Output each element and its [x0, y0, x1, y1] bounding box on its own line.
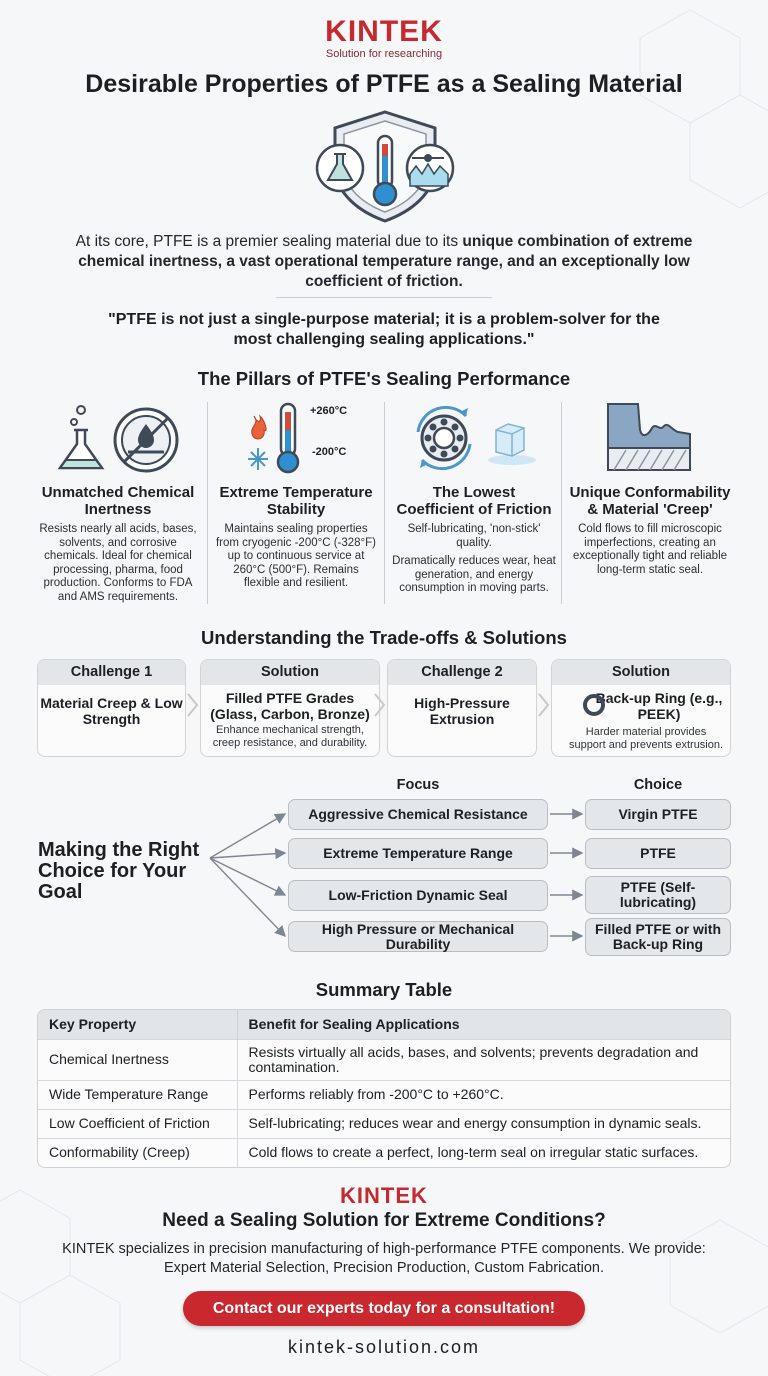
pillar-divider: [207, 402, 208, 604]
table-row: [38, 1080, 730, 1109]
choice-self-lubricating: PTFE (Self-lubricating): [585, 876, 731, 914]
shield-icon: [310, 108, 460, 224]
pillar-title: Unmatched Chemical Inertness: [41, 484, 195, 518]
choice-heading: Making the Right Choice for Your Goal: [38, 839, 200, 903]
card-body-text: Back-up Ring (e.g., PEEK): [595, 690, 723, 722]
choice-filled-ptfe: Filled PTFE or with Back-up Ring: [585, 918, 731, 956]
pillar-divider: [561, 402, 562, 604]
table-cell: Self-lubricating; reduces wear and energy consumption in dynamic seals.: [237, 1109, 730, 1138]
solution-2-card: [551, 659, 731, 757]
card-head: Challenge 2: [388, 660, 536, 685]
intro-paragraph: [70, 232, 698, 292]
table-cell: Resists virtually all acids, bases, and solvents; prevents degradation and contamination.: [237, 1039, 730, 1080]
creep-icon: [606, 402, 692, 474]
choice-virgin-ptfe: Virgin PTFE: [585, 799, 731, 830]
table-header-row: [38, 1010, 730, 1039]
pillar-desc: Resists nearly all acids, bases, solvents, and corrosive chemicals. Ideal for chemical processing, pharma, food production. Conforms to FDA and AMS requirements.: [39, 523, 197, 603]
table-header-cell: Benefit for Sealing Applications: [237, 1010, 730, 1039]
card-body: [388, 685, 536, 727]
pillar-title: The Lowest Coefficient of Friction: [396, 484, 552, 518]
card-sub-text: Harder material provides support and prevents extrusion.: [568, 726, 724, 751]
bearing-icon: [408, 402, 538, 474]
pillar-desc: Cold flows to fill microscopic imperfections, creating an exceptionally tight and reliable long-term static seal.: [572, 523, 728, 576]
pillar-desc-2: Dramatically reduces wear, heat generation, and energy consumption in moving parts.: [392, 555, 556, 594]
footer-title: Need a Sealing Solution for Extreme Conditions?: [162, 1210, 606, 1231]
quote: "PTFE is not just a single-purpose material; it is a problem-solver for the most challenging sealing applications.": [108, 311, 660, 348]
flask-icon: [48, 402, 182, 474]
backup-ring-icon: [582, 693, 606, 717]
table-cell: Wide Temperature Range: [38, 1080, 237, 1109]
focus-chemical: Aggressive Chemical Resistance: [288, 799, 548, 830]
challenge-2-card: [387, 659, 537, 757]
focus-temperature: Extreme Temperature Range: [288, 838, 548, 869]
card-body-text: High-Pressure Extrusion: [414, 695, 510, 727]
card-sub-text: Enhance mechanical strength, creep resistance, and durability.: [212, 724, 368, 749]
card-head: Solution: [201, 660, 379, 685]
card-body: [552, 685, 730, 751]
brand-name: KINTEK: [325, 15, 443, 48]
pillar-desc: Maintains sealing properties from cryogenic -200°C (-328°F) up to continuous service at 260°C (500°F). Remains flexible and resilient.: [215, 523, 377, 589]
page-title: Desirable Properties of PTFE as a Sealing Material: [85, 70, 683, 98]
thermometer-icon: [240, 402, 300, 474]
choice-column-label: Choice: [633, 777, 683, 793]
brand-tagline: Solution for researching: [325, 48, 443, 60]
table-cell: Low Coefficient of Friction: [38, 1109, 237, 1138]
challenge-1-card: [37, 659, 186, 757]
table-cell: Performs reliably from -200°C to +260°C.: [237, 1080, 730, 1109]
website-link[interactable]: kintek-solution.com: [287, 1337, 481, 1357]
table-row: [38, 1138, 730, 1167]
pillar-title: Extreme Temperature Stability: [219, 484, 373, 518]
summary-table: [37, 1009, 731, 1168]
choice-ptfe: PTFE: [585, 838, 731, 869]
table-cell: Cold flows to create a perfect, long-term seal on irregular static surfaces.: [237, 1138, 730, 1167]
table-header-cell: Key Property: [38, 1010, 237, 1039]
table-row: [38, 1039, 730, 1080]
pillar-title: Unique Conformability & Material 'Creep': [569, 484, 731, 518]
pillar-divider: [384, 402, 385, 604]
card-body: [38, 685, 185, 727]
footer-text: KINTEK specializes in precision manufacturing of high-performance PTFE components. We provide: Expert Material Selection, Precision Production, Custom Fabrication.: [62, 1241, 706, 1276]
card-head: Challenge 1: [38, 660, 185, 685]
chevron-right-icon: [373, 690, 387, 720]
tradeoffs-heading: Understanding the Trade-offs & Solutions: [201, 627, 567, 648]
summary-heading: Summary Table: [315, 979, 453, 1000]
card-body-text: Material Creep & Low Strength: [40, 695, 183, 727]
card-body-text: Filled PTFE Grades (Glass, Carbon, Bronze): [210, 690, 370, 722]
focus-pressure: High Pressure or Mechanical Durability: [288, 921, 548, 952]
footer-logo: KINTEK: [340, 1183, 428, 1208]
intro-bold-text: unique combination of extreme chemical inertness, a vast operational temperature range, and an exceptionally low coefficient of friction.: [78, 233, 693, 290]
card-head: Solution: [552, 660, 730, 685]
brand-logo: [0, 16, 768, 60]
intro-text: At its core, PTFE is a premier sealing material due to its: [75, 233, 463, 250]
temp-high-label: +260°C: [310, 405, 348, 417]
focus-friction: Low-Friction Dynamic Seal: [288, 880, 548, 911]
temp-low-label: -200°C: [312, 446, 347, 458]
table-row: [38, 1109, 730, 1138]
table-cell: Conformability (Creep): [38, 1138, 237, 1167]
card-body: [201, 685, 379, 749]
contact-button[interactable]: Contact our experts today for a consultation!: [183, 1291, 585, 1326]
pillars-heading: The Pillars of PTFE's Sealing Performance: [197, 368, 571, 389]
solution-1-card: [200, 659, 380, 757]
chevron-right-icon: [186, 690, 200, 720]
chevron-right-icon: [537, 690, 551, 720]
table-cell: Chemical Inertness: [38, 1039, 237, 1080]
pillar-desc: Self-lubricating, 'non-stick' quality.: [407, 523, 541, 549]
focus-column-label: Focus: [396, 777, 440, 793]
divider: [276, 297, 492, 298]
